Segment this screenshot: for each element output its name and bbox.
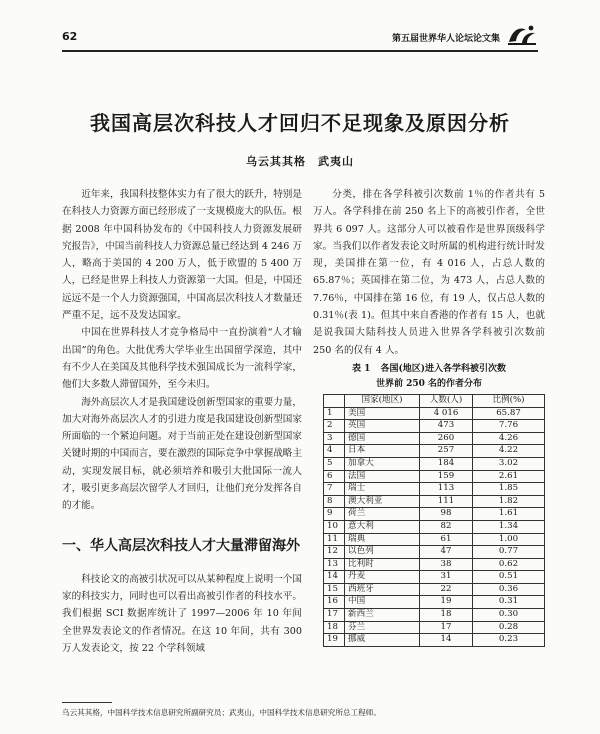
table-cell: 19 [324,634,345,647]
table-cell: 日本 [345,445,420,458]
table-cell: 瑞士 [345,483,420,496]
table-row [324,634,545,647]
table-row [324,407,545,420]
table-cell: 法国 [345,470,420,483]
table-cell: 113 [420,483,473,496]
table-cell: 184 [420,457,473,470]
table-row [324,420,545,433]
table-cell: 61 [420,533,473,546]
table-cell: 17 [420,621,473,634]
paper-authors: 乌云其其格 武夷山 [246,155,354,168]
left-column [62,186,302,657]
footnote: 乌云其其格，中国科学技术信息研究所副研究员；武夷山，中国科学技术信息研究所总工程师。 [62,708,381,717]
table-cell: 1.34 [473,520,545,533]
table-cell: 比利时 [345,558,420,571]
table-row [324,533,545,546]
table-row [324,495,545,508]
table-caption [313,362,545,392]
table-cell: 1.61 [473,508,545,521]
table-cell: 15 [324,583,345,596]
table-row [324,546,545,559]
table-cell: 14 [324,571,345,584]
table-cell: 257 [420,445,473,458]
table-cell: 德国 [345,432,420,445]
body-paragraph: 近年来，我国科技整体实力有了很大的跃升，特别是在科技人力资源方面已经形成了一支规模庞大的队伍。根据 2008 年中国科协发布的《中国科技人力资源发展研究报告》，中国当前科技人力资源总量已经达到 4 246 万人，略高于美国的 4 200 万人，低于欧盟的 5 400 万人，已经是世界上科技人力资源第一大国。但是，中国还远远不是一个人力资源强国，中国高层次科技人才数量还严重不足，远不及发达国家。 [62,189,302,322]
table-cell: 4.22 [473,445,545,458]
table-cell: 0.23 [473,634,545,647]
table-caption-line2: 世界前 250 名的作者分布 [375,378,483,389]
table-row [324,508,545,521]
running-head: 第五届世界华人论坛论文集 [391,34,500,44]
table-cell: 4 016 [420,407,473,420]
table-row [324,583,545,596]
table-cell: 4.26 [473,432,545,445]
table-header-cell: 国家(地区) [345,394,420,407]
table-cell: 0.62 [473,558,545,571]
table-cell: 18 [324,621,345,634]
table-cell: 3 [324,432,345,445]
table-row [324,609,545,622]
table-cell: 1.82 [473,495,545,508]
table-cell: 1.00 [473,533,545,546]
body-paragraph: 分类，排在各学科被引次数前 1％的作者共有 5 万人。各学科排在前 250 名上下的高被引作者，全世界共 6 097 人。这部分人可以被看作是世界顶级科学家。当我们以作者发表论文时所属的机构进行统计时发现，美国排在第一位，有 4 016 人，占总人数的 65.87％；英国排在第二位，为 473 人，占总人数的 7.76％，中国排在第 16 位，有 19 人，仅占总人数的 0.31％(表 1)。但其中来自香港的作者有 15 人，也就是说我国大陆科技人员进入世界各学科被引次数前 250 名的仅有 4 人。 [313,189,545,356]
table-row [324,470,545,483]
table-cell: 65.87 [473,407,545,420]
table-cell: 以色列 [345,546,420,559]
header-rule [62,50,538,52]
body-paragraph: 中国在世界科技人才竞争格局中一直扮演着“人才输出国”的角色。大批优秀大学毕业生出国留学深造，其中有不少人在美国及其他科学技术强国成长为一流科学家，他们大多数人滞留国外，至今未归。 [62,327,302,391]
forum-logo-icon [506,24,538,46]
table-cell: 47 [420,546,473,559]
table-cell: 16 [324,596,345,609]
table-cell: 挪威 [345,634,420,647]
author-distribution-table [323,394,545,647]
table-cell: 9 [324,508,345,521]
table-cell: 8 [324,495,345,508]
table-cell: 18 [420,609,473,622]
table-cell: 7.76 [473,420,545,433]
table-cell: 19 [420,596,473,609]
table-cell: 14 [420,634,473,647]
table-row [324,432,545,445]
table-cell: 5 [324,457,345,470]
table-cell: 2 [324,420,345,433]
table-cell: 10 [324,520,345,533]
table-cell: 意大利 [345,520,420,533]
table-header-row [324,394,545,407]
table-cell: 1.85 [473,483,545,496]
table-cell: 12 [324,546,345,559]
table-cell: 中国 [345,596,420,609]
table-cell: 260 [420,432,473,445]
table-row [324,596,545,609]
table-row [324,445,545,458]
table-cell: 英国 [345,420,420,433]
table-number: 表 1 [352,363,371,374]
table-cell: 0.31 [473,596,545,609]
body-paragraph: 科技论文的高被引状况可以从某种程度上说明一个国家的科技实力，同时也可以看出高被引作者的科技水平。我们根据 SCI 数据库统计了 1997—2006 年 10 年间全世界发表论文的作者情况。在这 10 年间，共有 300 万人发表论文，按 22 个学科领域 [62,573,302,654]
table-cell: 22 [420,583,473,596]
table-cell: 7 [324,483,345,496]
table-cell: 6 [324,470,345,483]
table-header-cell: 比例(%) [473,394,545,407]
table-cell: 0.30 [473,609,545,622]
table-cell: 82 [420,520,473,533]
table-cell: 0.28 [473,621,545,634]
section-heading: 一、华人高层次科技人才大量滞留海外 [62,537,300,554]
table-row [324,520,545,533]
body-paragraph: 海外高层次人才是我国建设创新型国家的重要力量，加大对海外高层次人才的引进力度是我国建设创新型国家所面临的一个紧迫问题。对于当前正处在建设创新型国家关键时期的中国而言，要在激烈的国际竞争中掌握战略主动，实现发展目标，就必须培养和吸引大批国际一流人才，吸引更多高层次留学人才回归，让他们充分发挥各自的才能。 [62,396,302,512]
table-cell: 荷兰 [345,508,420,521]
table-cell: 3.02 [473,457,545,470]
table-cell: 0.51 [473,571,545,584]
paper-title: 我国高层次科技人才回归不足现象及原因分析 [90,111,510,135]
table-cell: 芬兰 [345,621,420,634]
table-cell: 11 [324,533,345,546]
page-number: 62 [62,30,78,43]
table-row [324,571,545,584]
table-cell: 98 [420,508,473,521]
table-cell: 瑞典 [345,533,420,546]
table-caption-line1: 各国(地区)进入各学科被引次数 [380,363,506,374]
table-cell: 159 [420,470,473,483]
table-cell: 473 [420,420,473,433]
table-cell: 0.36 [473,583,545,596]
footnote-rule [62,702,112,703]
table-cell: 111 [420,495,473,508]
table-cell: 1 [324,407,345,420]
table-row [324,457,545,470]
table-cell: 0.77 [473,546,545,559]
table-header-cell [324,394,345,407]
table-cell: 美国 [345,407,420,420]
table-cell: 澳大利亚 [345,495,420,508]
table-cell: 4 [324,445,345,458]
table-cell: 2.61 [473,470,545,483]
table-cell: 38 [420,558,473,571]
table-row [324,483,545,496]
table-row [324,558,545,571]
table-cell: 加拿大 [345,457,420,470]
table-cell: 丹麦 [345,571,420,584]
page-header [62,24,538,48]
table-cell: 31 [420,571,473,584]
table-cell: 西班牙 [345,583,420,596]
table-header-cell: 人数(人) [420,394,473,407]
table-cell: 13 [324,558,345,571]
table-cell: 17 [324,609,345,622]
table-row [324,621,545,634]
right-column [313,186,545,647]
table-cell: 新西兰 [345,609,420,622]
